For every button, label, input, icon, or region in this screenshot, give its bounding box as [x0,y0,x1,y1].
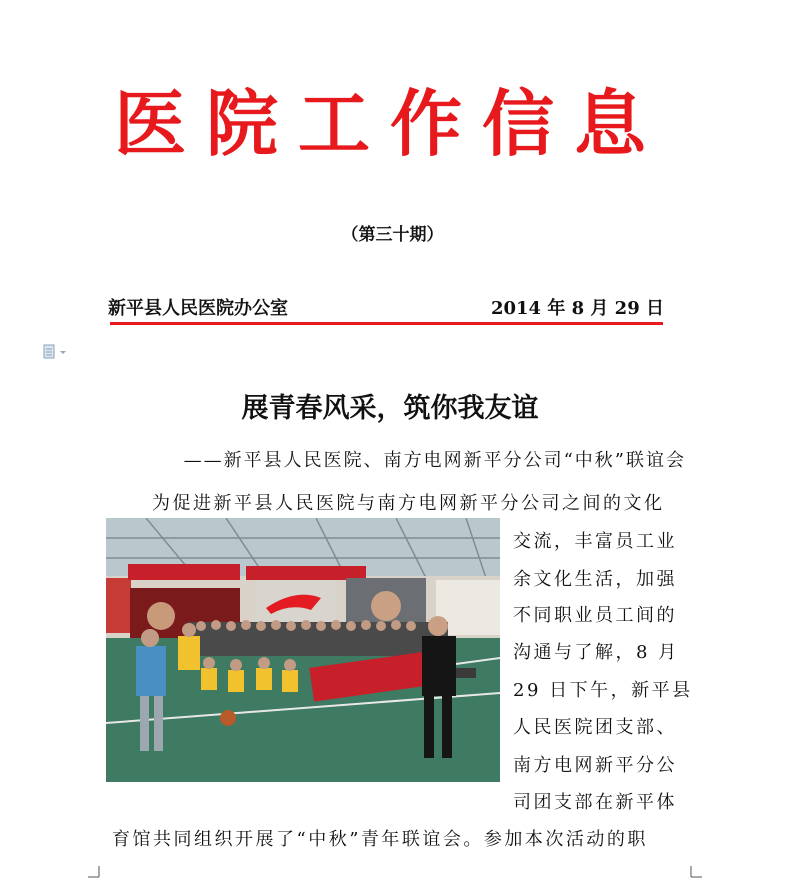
department-name: 新平县人民医院办公室 [108,298,288,319]
article-line-3: 余文化生活，加强 [513,569,677,590]
article-line-2: 交流，丰富员工业 [513,531,677,552]
article-line-8: 南方电网新平分公 [513,755,677,776]
article-subtitle: ——新平县人民医院、南方电网新平分公司“中秋”联谊会 [183,450,686,471]
article-line-10: 育馆共同组织开展了“中秋”青年联谊会。参加本次活动的职 [112,829,648,850]
article-line-7: 人民医院团支部、 [513,717,677,738]
article-line-9: 司团支部在新平体 [513,792,677,813]
header-red-rule [110,322,663,325]
event-photo-illustration [106,518,500,782]
page-corner-mark-left [88,866,100,878]
article-line-6: 29 日下午，新平县 [513,680,693,701]
issue-number: （第三十期） [341,225,444,245]
article-line-1: 为促进新平县人民医院与南方电网新平分公司之间的文化 [152,493,665,514]
article-title: 展青春风采，筑你我友谊 [241,393,539,424]
article-line-5: 沟通与了解，8 月 [513,642,679,663]
article-line-4: 不同职业员工间的 [513,605,677,626]
masthead-title: 医院工作信息 [113,82,666,166]
event-photo [106,518,500,782]
document-paste-options-icon[interactable] [42,344,68,360]
page-corner-mark-right [690,866,702,878]
issue-date: 2014 年 8 月 29 日 [490,298,664,319]
